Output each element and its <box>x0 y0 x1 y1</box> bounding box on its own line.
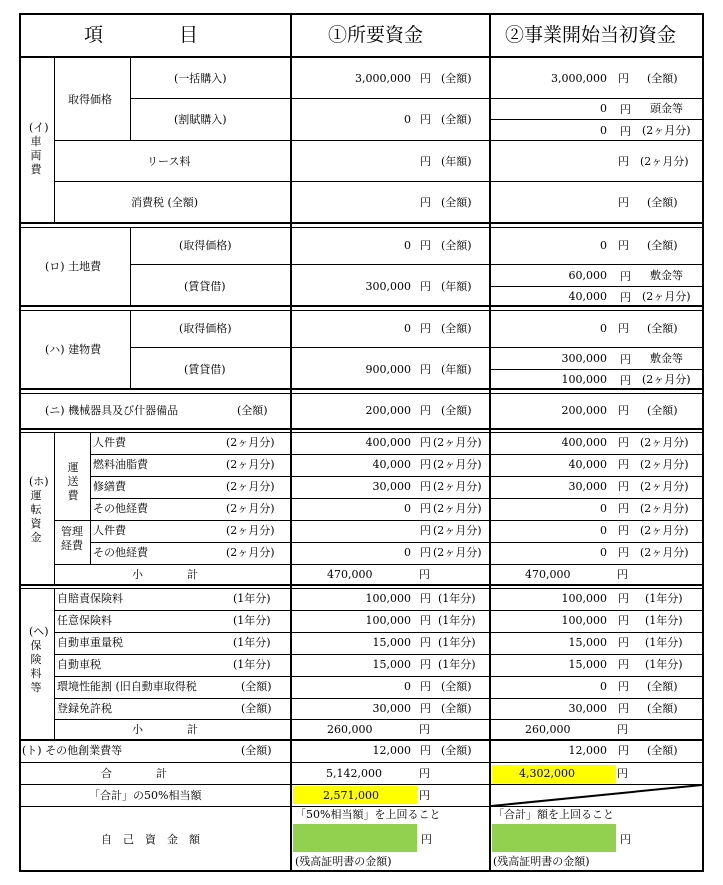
ins-row-3-name: 自動車重量税 <box>57 636 123 649</box>
equipment-label: (ニ) 機械器具及び什器備品 <box>45 404 179 417</box>
ins-row-5-req-note: (全額) <box>441 680 472 693</box>
op-row-3-req-yen: 円 <box>420 480 431 493</box>
rule-op-top <box>19 432 704 433</box>
op-row-4-req-note: (2ヶ月分) <box>433 502 482 515</box>
rule-i3 <box>54 654 704 655</box>
other-req-yen: 円 <box>420 744 431 757</box>
total-req-yen: 円 <box>419 767 430 780</box>
land-rent-init-b-note: (2ヶ月分) <box>642 290 691 303</box>
land-acq-init: 0 <box>600 239 607 252</box>
rule-o2 <box>90 476 704 477</box>
building-rent-init-b: 100,000 <box>561 373 607 386</box>
own-funds-initial-field[interactable] <box>492 824 616 852</box>
v-building <box>130 311 131 388</box>
ins-row-5-req: 0 <box>404 680 411 693</box>
equipment-req: 200,000 <box>365 404 411 417</box>
own-funds-req-footer: (残高証明書の金額) <box>295 855 392 868</box>
op-row-2-req-note: (2ヶ月分) <box>433 458 482 471</box>
other-init-note: (全額) <box>647 744 678 757</box>
rule-i4 <box>54 676 704 677</box>
vehicle-tax-req-yen: 円 <box>420 196 431 209</box>
v-land <box>130 228 131 305</box>
ins-row-4-init-note: (1年分) <box>645 658 683 671</box>
rule-v2 <box>54 140 704 141</box>
rule-i6 <box>54 719 704 720</box>
op-row-4-req-yen: 円 <box>420 502 431 515</box>
rule-b1 <box>130 347 704 348</box>
vehicle-tax-label: 消費税 (全額) <box>131 196 199 209</box>
ins-row-5-req-yen: 円 <box>420 680 431 693</box>
rule-equip-top <box>19 393 704 394</box>
rule-l1b <box>491 286 702 287</box>
vehicle-lump-init-note: (全額) <box>647 72 678 85</box>
land-rent-init-a: 60,000 <box>568 269 607 282</box>
ins-row-3-init-note: (1年分) <box>645 636 683 649</box>
op-row-6-init: 0 <box>600 546 607 559</box>
op-row-1-init-yen: 円 <box>618 436 629 449</box>
rule-i2 <box>54 632 704 633</box>
ins-row-2-req-note: (1年分) <box>438 614 476 627</box>
operating-transport-label: 運送費 <box>67 461 79 502</box>
ins-row-4-init: 15,000 <box>568 658 607 671</box>
building-acq-label: (取得価格) <box>179 322 232 335</box>
vehicle-lease-req-yen: 円 <box>420 155 431 168</box>
ins-row-2-req-yen: 円 <box>420 614 431 627</box>
vehicle-inst-req-note: (全額) <box>441 113 472 126</box>
ins-row-6-req-note: (全額) <box>441 702 472 715</box>
op-row-6-req: 0 <box>404 546 411 559</box>
v-vehicle-acq <box>130 58 131 140</box>
rule-building-top <box>19 310 704 311</box>
land-acq-req-note: (全額) <box>441 239 472 252</box>
other-init-yen: 円 <box>618 744 629 757</box>
rule-land-top <box>19 227 704 228</box>
op-row-2-init-note: (2ヶ月分) <box>640 458 689 471</box>
ins-subtotal-label: 小 計 <box>132 723 198 736</box>
building-rent-init-a-note: 敷金等 <box>650 352 683 365</box>
ins-row-6-init: 30,000 <box>568 702 607 715</box>
op-row-5-name: 人件費 <box>93 524 126 537</box>
own-funds-required-field[interactable] <box>293 824 417 852</box>
op-row-6-period: (2ヶ月分) <box>226 546 275 559</box>
building-acq-req-note: (全額) <box>441 322 472 335</box>
land-label: (ロ) 土地費 <box>45 260 102 273</box>
land-acq-req: 0 <box>404 239 411 252</box>
ins-row-6-req-yen: 円 <box>420 702 431 715</box>
ins-row-1-period: (1年分) <box>233 592 271 605</box>
ins-row-1-init-note: (1年分) <box>645 592 683 605</box>
own-funds-label: 自 己 資 金 額 <box>101 833 200 846</box>
rule-o5 <box>90 542 704 543</box>
vehicle-label: (イ)車両費 <box>29 121 49 176</box>
ins-row-6-init-yen: 円 <box>618 702 629 715</box>
ins-subtotal-req-yen: 円 <box>419 723 430 736</box>
land-acq-init-note: (全額) <box>647 239 678 252</box>
ins-row-1-req-yen: 円 <box>420 592 431 605</box>
op-row-4-init: 0 <box>600 502 607 515</box>
op-row-3-init: 30,000 <box>568 480 607 493</box>
land-rent-init-a-note: 敷金等 <box>650 269 683 282</box>
other-label: (ト) その他創業費等 <box>22 744 123 757</box>
ins-row-4-period: (1年分) <box>233 658 271 671</box>
vehicle-inst-init-a-yen: 円 <box>620 103 631 116</box>
rule-o6 <box>54 564 704 565</box>
ins-row-1-init: 100,000 <box>561 592 607 605</box>
op-row-5-req-yen: 円 <box>420 524 431 537</box>
op-row-6-req-note: (2ヶ月分) <box>433 546 482 559</box>
border-left <box>19 13 21 872</box>
other-req: 12,000 <box>372 744 411 757</box>
divider-col2 <box>489 13 491 872</box>
vehicle-lease-init-yen: 円 <box>618 155 629 168</box>
fifty-req: 2,571,000 <box>323 789 379 802</box>
ins-row-1-req-note: (1年分) <box>438 592 476 605</box>
building-rent-req-note: (年額) <box>441 363 472 376</box>
ins-row-6-period: (全額) <box>241 702 272 715</box>
building-rent-req-yen: 円 <box>420 363 431 376</box>
ins-row-3-init: 15,000 <box>568 636 607 649</box>
vehicle-lump-req-note: (全額) <box>441 72 472 85</box>
op-row-3-req: 30,000 <box>372 480 411 493</box>
vehicle-inst-label: (割賦購入) <box>174 113 227 126</box>
op-row-3-name: 修繕費 <box>93 480 126 493</box>
rule-i1 <box>54 610 704 611</box>
border-right <box>702 13 704 872</box>
op-row-6-init-yen: 円 <box>618 546 629 559</box>
ins-row-2-period: (1年分) <box>233 614 271 627</box>
op-row-5-init-note: (2ヶ月分) <box>640 524 689 537</box>
other-req-note: (全額) <box>441 744 472 757</box>
ins-subtotal-init-yen: 円 <box>617 723 628 736</box>
vehicle-tax-init-yen: 円 <box>618 196 629 209</box>
vehicle-inst-req-yen: 円 <box>420 113 431 126</box>
ins-row-5-period: (全額) <box>241 680 272 693</box>
rule-other-end <box>19 762 704 763</box>
op-subtotal-init-yen: 円 <box>617 568 628 581</box>
vehicle-acq-label: 取得価格 <box>68 93 112 106</box>
operating-mgmt-label: 管理経費 <box>61 525 83 552</box>
building-acq-req-yen: 円 <box>420 322 431 335</box>
building-rent-init-a: 300,000 <box>561 352 607 365</box>
land-rent-label: (賃貸借) <box>184 280 226 293</box>
equipment-init-yen: 円 <box>618 404 629 417</box>
ins-row-3-init-yen: 円 <box>618 636 629 649</box>
ins-row-6-name: 登録免許税 <box>57 702 112 715</box>
ins-row-1-name: 自賠責保険料 <box>57 592 123 605</box>
ins-row-5-init-note: (全額) <box>647 680 678 693</box>
total-init-yen: 円 <box>617 767 628 780</box>
rule-ins-top <box>19 588 704 589</box>
border-top <box>19 13 704 15</box>
total-init: 4,302,000 <box>519 767 575 780</box>
other-init: 12,000 <box>568 744 607 757</box>
ins-row-4-init-yen: 円 <box>618 658 629 671</box>
rule-o1 <box>90 454 704 455</box>
op-row-1-req-note: (2ヶ月分) <box>433 436 482 449</box>
land-rent-init-b: 40,000 <box>568 290 607 303</box>
operating-label: (ホ)運転資金 <box>29 475 49 544</box>
vehicle-lease-label: リース料 <box>147 155 191 168</box>
vehicle-lump-init-yen: 円 <box>618 72 629 85</box>
ins-row-1-req: 100,000 <box>365 592 411 605</box>
border-bottom <box>19 870 704 872</box>
land-rent-init-a-yen: 円 <box>620 270 631 283</box>
building-label: (ハ) 建物費 <box>45 343 102 356</box>
op-row-1-name: 人件費 <box>93 436 126 449</box>
op-row-1-req-yen: 円 <box>420 436 431 449</box>
building-rent-init-a-yen: 円 <box>620 353 631 366</box>
op-row-4-init-note: (2ヶ月分) <box>640 502 689 515</box>
vehicle-lump-label: (一括購入) <box>174 72 227 85</box>
rule-equip-end <box>19 428 704 430</box>
rule-v3 <box>54 181 704 182</box>
rule-land-end <box>19 305 704 307</box>
op-subtotal-init: 470,000 <box>525 568 571 581</box>
op-subtotal-label: 小 計 <box>132 568 198 581</box>
vehicle-inst-req: 0 <box>404 113 411 126</box>
op-row-5-req-note: (2ヶ月分) <box>433 524 482 537</box>
building-acq-init: 0 <box>600 322 607 335</box>
ins-row-5-name: 環境性能割 (旧自動車取得税 <box>57 680 197 693</box>
rule-header <box>19 56 704 58</box>
rule-ins-end <box>19 739 704 741</box>
equipment-init: 200,000 <box>561 404 607 417</box>
op-row-6-init-note: (2ヶ月分) <box>640 546 689 559</box>
ins-row-4-req-yen: 円 <box>420 658 431 671</box>
ins-row-4-req-note: (1年分) <box>438 658 476 671</box>
op-row-3-init-note: (2ヶ月分) <box>640 480 689 493</box>
ins-row-3-period: (1年分) <box>233 636 271 649</box>
v-ins <box>54 589 55 739</box>
op-row-4-init-yen: 円 <box>618 502 629 515</box>
equipment-init-note: (全額) <box>647 404 678 417</box>
building-rent-label: (賃貸借) <box>184 363 226 376</box>
equipment-note: (全額) <box>237 404 268 417</box>
building-acq-init-yen: 円 <box>618 322 629 335</box>
ins-row-2-name: 任意保険料 <box>57 614 112 627</box>
rule-b1b <box>491 369 702 370</box>
ins-row-4-name: 自動車税 <box>57 658 101 671</box>
op-row-5-init-yen: 円 <box>618 524 629 537</box>
fifty-label: 「合計」の50%相当額 <box>89 789 202 802</box>
ins-subtotal-req: 260,000 <box>327 723 373 736</box>
op-row-4-req: 0 <box>404 502 411 515</box>
vehicle-lease-init-note: (2ヶ月分) <box>640 155 689 168</box>
vehicle-lump-init: 3,000,000 <box>551 72 607 85</box>
op-row-1-req: 400,000 <box>365 436 411 449</box>
op-row-1-period: (2ヶ月分) <box>226 436 275 449</box>
op-row-3-period: (2ヶ月分) <box>226 480 275 493</box>
vehicle-lump-req: 3,000,000 <box>355 72 411 85</box>
total-label: 合 計 <box>101 767 167 780</box>
own-funds-init-caption: 「合計」額を上回ること <box>493 808 614 821</box>
op-subtotal-req: 470,000 <box>327 568 373 581</box>
op-row-6-name: その他経費 <box>93 546 148 559</box>
equipment-req-yen: 円 <box>420 404 431 417</box>
land-acq-req-yen: 円 <box>420 239 431 252</box>
ins-row-6-req: 30,000 <box>372 702 411 715</box>
building-rent-init-b-note: (2ヶ月分) <box>642 373 691 386</box>
rule-v1b <box>491 119 702 120</box>
vehicle-inst-init-b-note: (2ヶ月分) <box>642 124 691 137</box>
vehicle-tax-req-note: (全額) <box>441 196 472 209</box>
vehicle-inst-init-a: 0 <box>600 102 607 115</box>
op-row-1-init-note: (2ヶ月分) <box>640 436 689 449</box>
op-row-4-name: その他経費 <box>93 502 148 515</box>
land-acq-init-yen: 円 <box>618 239 629 252</box>
other-note: (全額) <box>241 744 272 757</box>
insurance-label: (ヘ)保険料等 <box>29 625 49 694</box>
rule-o4 <box>54 520 704 521</box>
land-rent-req-yen: 円 <box>420 280 431 293</box>
rule-vehicle-end <box>19 222 704 224</box>
ins-subtotal-init: 260,000 <box>525 723 571 736</box>
ins-row-3-req: 15,000 <box>372 636 411 649</box>
own-funds-init-footer: (残高証明書の金額) <box>493 855 590 868</box>
fifty-req-yen: 円 <box>419 789 430 802</box>
rule-i5 <box>54 698 704 699</box>
ins-row-1-init-yen: 円 <box>618 592 629 605</box>
building-rent-init-b-yen: 円 <box>620 374 631 387</box>
op-row-2-period: (2ヶ月分) <box>226 458 275 471</box>
op-row-3-req-note: (2ヶ月分) <box>433 480 482 493</box>
total-req: 5,142,000 <box>326 767 382 780</box>
rule-building-end <box>19 388 704 390</box>
v-op <box>54 433 55 584</box>
own-funds-req-caption: 「50%相当額」を上回ること <box>295 808 441 821</box>
building-rent-req: 900,000 <box>365 363 411 376</box>
op-row-4-period: (2ヶ月分) <box>226 502 275 515</box>
op-row-3-init-yen: 円 <box>618 480 629 493</box>
op-row-1-init: 400,000 <box>561 436 607 449</box>
ins-row-3-req-note: (1年分) <box>438 636 476 649</box>
vehicle-tax-init-note: (全額) <box>647 196 678 209</box>
op-row-5-init: 0 <box>600 524 607 537</box>
op-row-2-init-yen: 円 <box>618 458 629 471</box>
vehicle-inst-init-a-note: 頭金等 <box>650 102 683 115</box>
rule-op-end <box>19 584 704 586</box>
ins-row-6-init-note: (全額) <box>647 702 678 715</box>
equipment-req-note: (全額) <box>441 404 472 417</box>
land-acq-label: (取得価格) <box>179 239 232 252</box>
own-funds-req-yen: 円 <box>421 833 432 846</box>
ins-row-2-init-note: (1年分) <box>645 614 683 627</box>
building-acq-req: 0 <box>404 322 411 335</box>
building-acq-init-note: (全額) <box>647 322 678 335</box>
land-rent-req-note: (年額) <box>441 280 472 293</box>
own-funds-init-yen: 円 <box>620 833 631 846</box>
ins-row-2-init-yen: 円 <box>618 614 629 627</box>
header-required: ①所要資金 <box>328 24 424 46</box>
vehicle-lease-req-note: (年額) <box>441 155 472 168</box>
rule-l1 <box>130 264 704 265</box>
op-row-2-name: 燃料油脂費 <box>93 458 148 471</box>
header-item: 項 目 <box>84 24 199 46</box>
ins-row-5-init-yen: 円 <box>618 680 629 693</box>
vehicle-inst-init-b: 0 <box>600 124 607 137</box>
not-applicable-diagonal <box>491 784 702 807</box>
ins-row-2-req: 100,000 <box>365 614 411 627</box>
vehicle-lump-req-yen: 円 <box>420 72 431 85</box>
header-initial: ②事業開始当初資金 <box>505 24 677 46</box>
op-row-2-init: 40,000 <box>568 458 607 471</box>
vehicle-inst-init-b-yen: 円 <box>620 125 631 138</box>
ins-row-4-req: 15,000 <box>372 658 411 671</box>
op-subtotal-req-yen: 円 <box>419 568 430 581</box>
op-row-2-req-yen: 円 <box>420 458 431 471</box>
rule-v1 <box>130 98 704 99</box>
op-row-6-req-yen: 円 <box>420 546 431 559</box>
rule-o3 <box>90 498 704 499</box>
ins-row-5-init: 0 <box>600 680 607 693</box>
land-rent-req: 300,000 <box>365 280 411 293</box>
divider-col1 <box>290 13 292 872</box>
op-row-5-period: (2ヶ月分) <box>226 524 275 537</box>
ins-row-3-req-yen: 円 <box>420 636 431 649</box>
op-row-2-req: 40,000 <box>372 458 411 471</box>
ins-row-2-init: 100,000 <box>561 614 607 627</box>
land-rent-init-b-yen: 円 <box>620 291 631 304</box>
